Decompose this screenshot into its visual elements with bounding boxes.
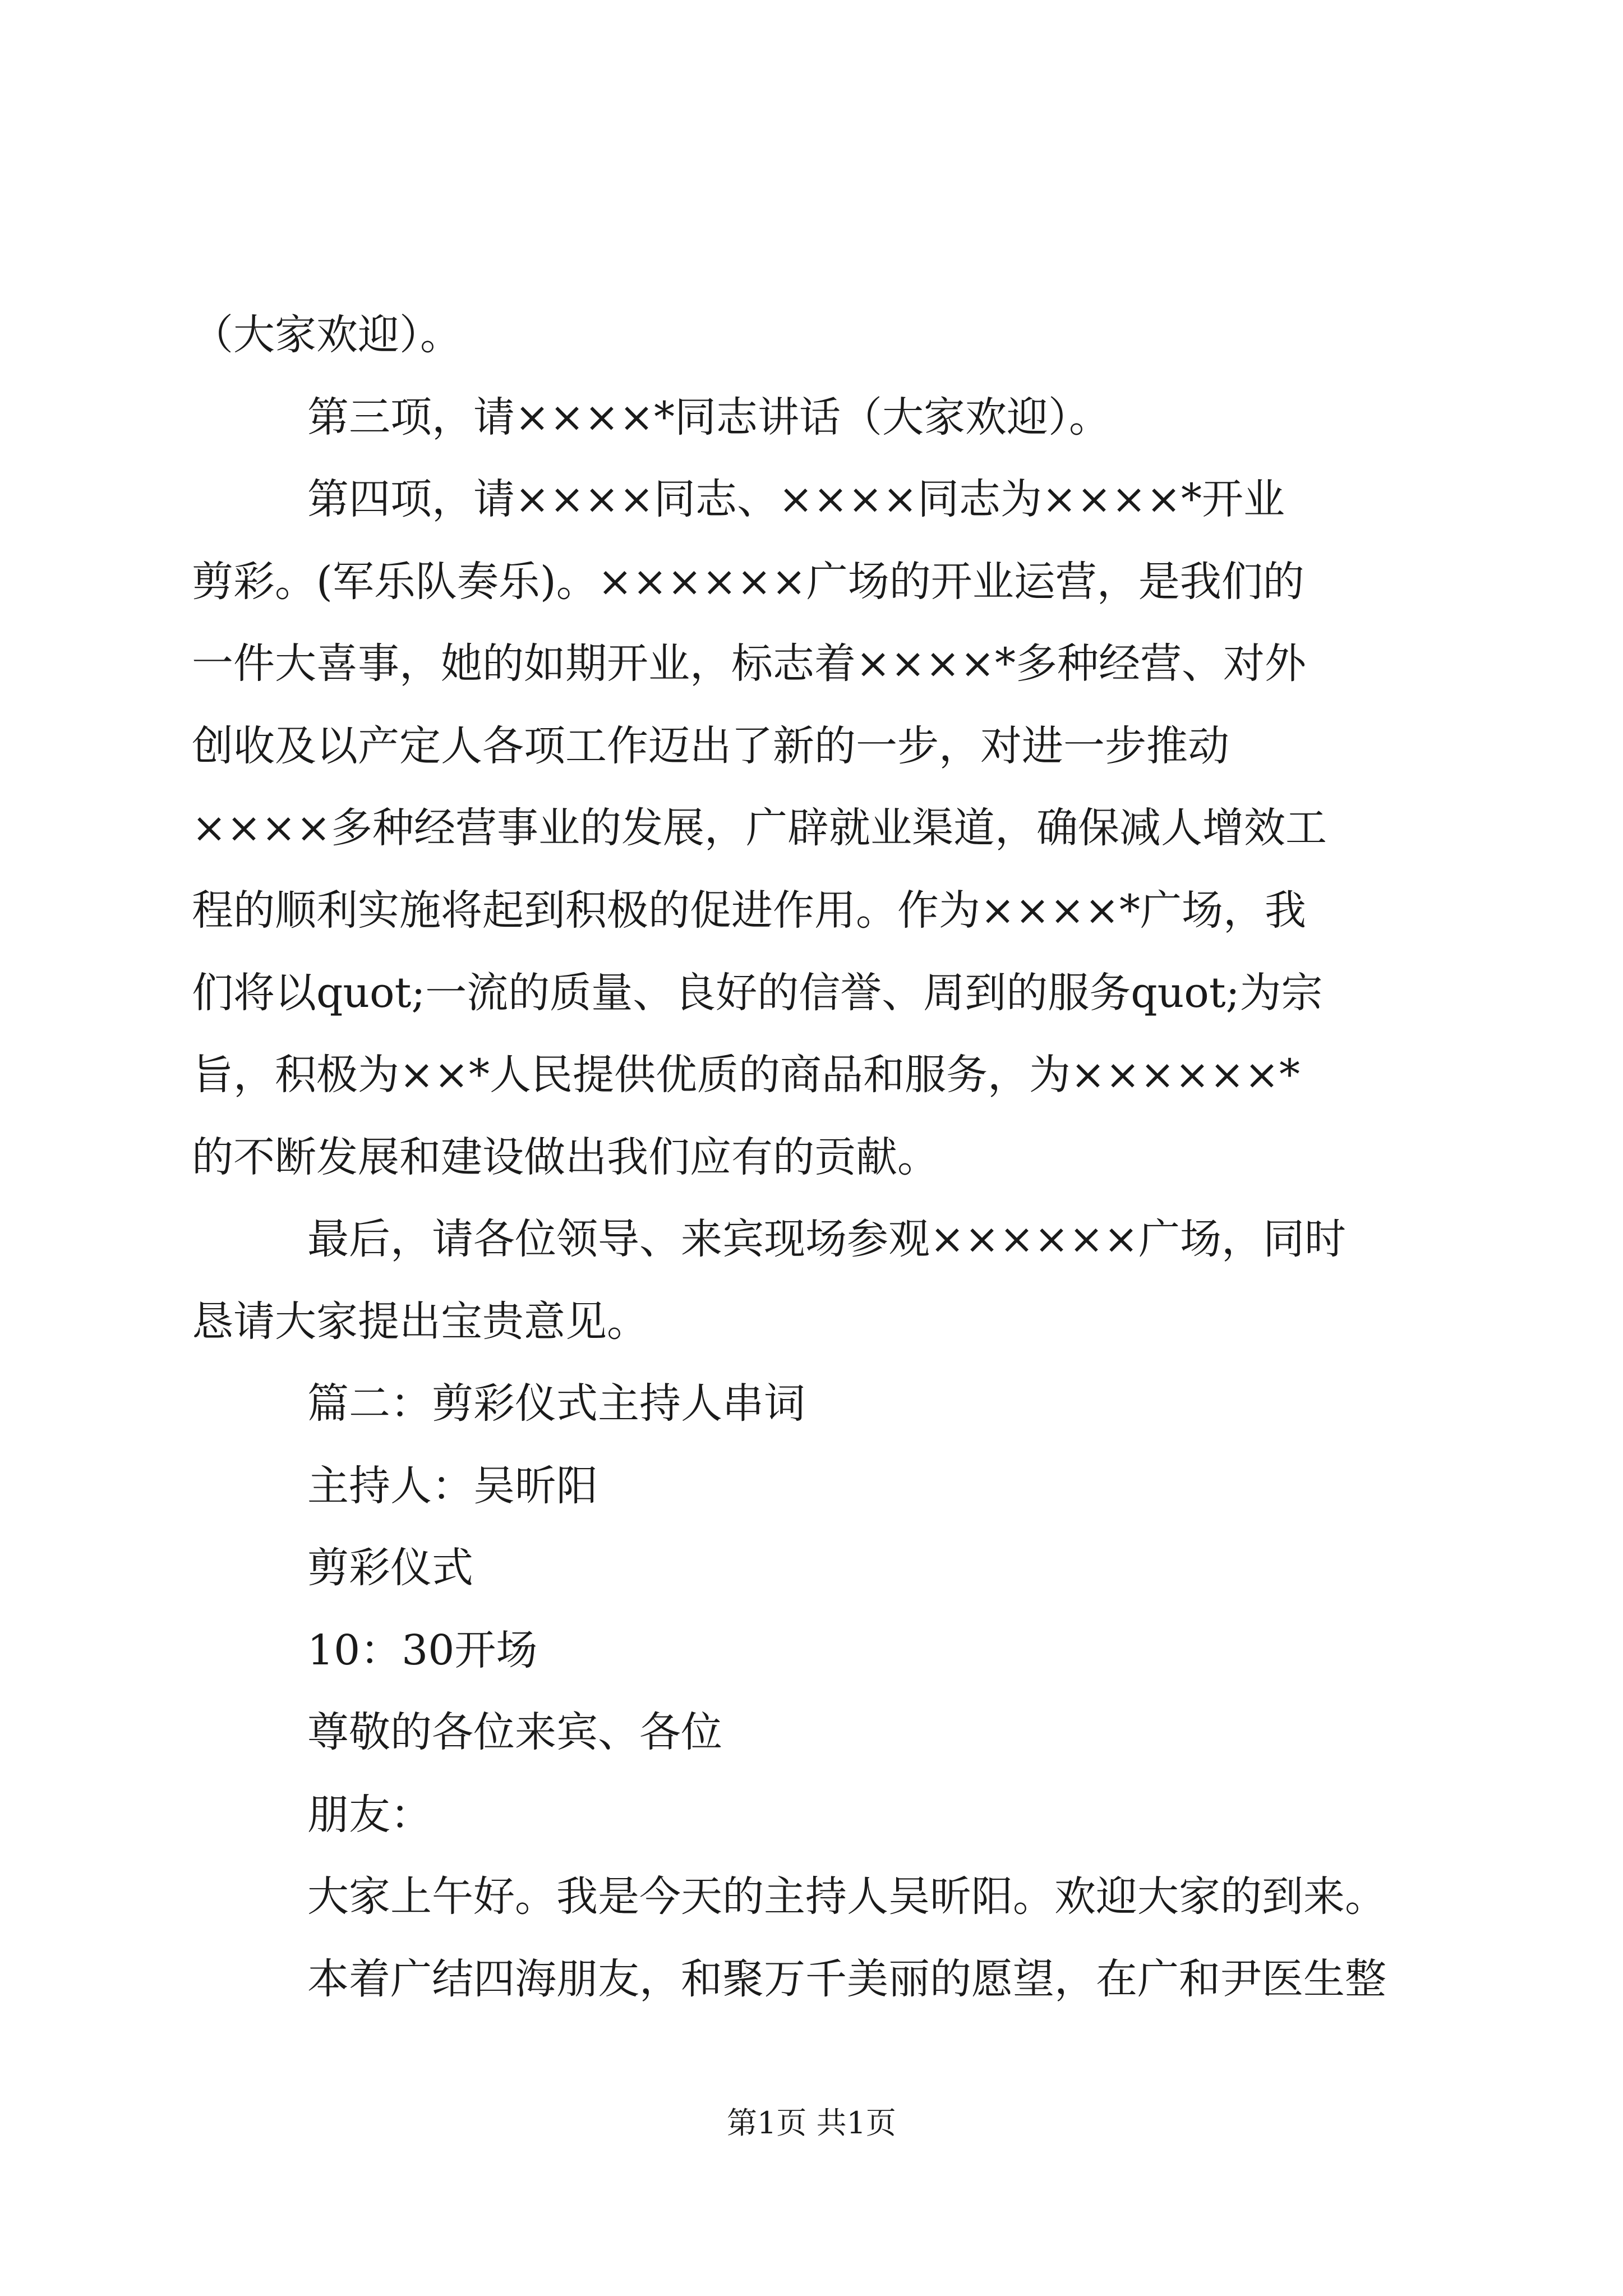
text-line: 创收及以产定人各项工作迈出了新的一步，对进一步推动 [192, 722, 1229, 770]
text-line: 恳请大家提出宝贵意见。 [192, 1297, 648, 1346]
text-line: 最后，请各位领导、来宾现场参观××××××广场，同时 [307, 1215, 1347, 1263]
text-line: ××××多种经营事业的发展，广辟就业渠道，确保减人增效工 [192, 804, 1327, 852]
text-line: 尊敬的各位来宾、各位 [307, 1708, 722, 1756]
text-line: 第三项，请××××*同志讲话（大家欢迎）。 [307, 393, 1111, 441]
text-line: 大家上午好。我是今天的主持人吴昕阳。欢迎大家的到来。 [307, 1872, 1386, 1921]
text-line: 主持人：吴昕阳 [307, 1462, 598, 1510]
text-line: 的不断发展和建设做出我们应有的贡献。 [192, 1133, 939, 1181]
text-line: 剪彩。(军乐队奏乐)。××××××广场的开业运营，是我们的 [192, 558, 1304, 606]
text-line: 第四项，请××××同志、××××同志为××××*开业 [307, 475, 1285, 523]
text-line: 10：30开场 [307, 1626, 538, 1674]
text-line: 们将以quot;一流的质量、良好的信誉、周到的服务quot;为宗 [192, 969, 1323, 1017]
text-line: 旨，积极为××*人民提供优质的商品和服务，为××××××* [192, 1051, 1301, 1099]
section-heading: 篇二：剪彩仪式主持人串词 [307, 1379, 805, 1428]
text-line: 本着广结四海朋友，和聚万千美丽的愿望，在广和尹医生整 [307, 1955, 1386, 2003]
text-line: 剪彩仪式 [307, 1544, 473, 1592]
text-line: 朋友： [307, 1791, 432, 1839]
text-line: 程的顺利实施将起到积极的促进作用。作为××××*广场，我 [192, 886, 1307, 935]
text-line: 一件大喜事，她的如期开业，标志着××××*多种经营、对外 [192, 639, 1307, 688]
text-line: （大家欢迎）。 [192, 311, 462, 359]
page-footer: 第1页 共1页 [727, 2105, 896, 2141]
